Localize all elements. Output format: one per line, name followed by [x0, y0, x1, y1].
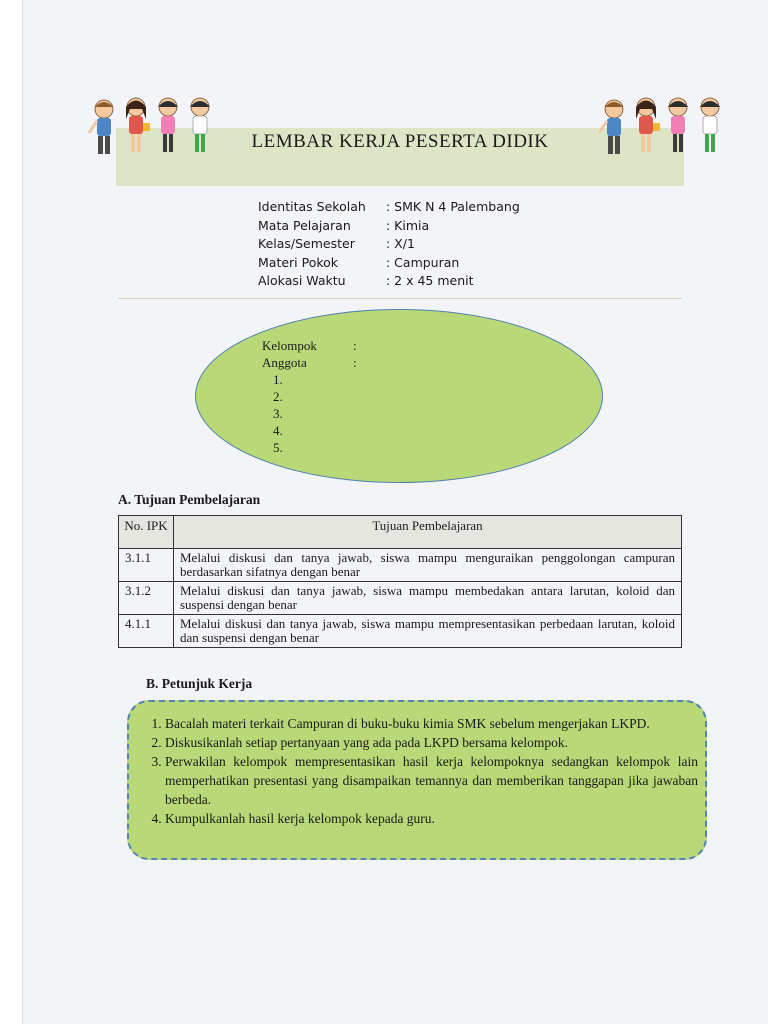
- objectives-table: [118, 515, 682, 648]
- child-figure: [700, 98, 720, 152]
- member-item: [286, 388, 357, 405]
- identity-block: [258, 198, 520, 291]
- divider-line: [118, 298, 682, 299]
- table-header-row: [119, 516, 682, 549]
- worksheet-title: LEMBAR KERJA PESERTA DIDIK: [251, 131, 549, 152]
- member-item: [286, 439, 357, 456]
- objective-text: Melalui diskusi dan tanya jawab, siswa mampu membedakan antara larutan, koloid dan suspensi dengan benar: [174, 582, 682, 615]
- member-list: [262, 371, 357, 456]
- column-header: Tujuan Pembelajaran: [174, 516, 682, 549]
- instructions-list: [143, 714, 698, 828]
- children-illustration-right: [596, 95, 728, 165]
- member-item: [286, 422, 357, 439]
- section-b-title: B. Petunjuk Kerja: [146, 676, 253, 691]
- identity-row: [258, 254, 520, 273]
- instruction-item: 4. Kumpulkanlah hasil kerja kelompok kepada guru.: [165, 809, 698, 828]
- identity-label: Mata Pelajaran: [258, 217, 351, 233]
- identity-row: [258, 272, 520, 291]
- ipk-number: 3.1.1: [119, 549, 174, 582]
- instructions-box: [127, 700, 707, 860]
- instruction-item: 2. Diskusikanlah setiap pertanyaan yang ada pada LKPD bersama kelompok.: [165, 733, 698, 752]
- identity-value: : Campuran: [386, 254, 460, 270]
- anggota-row: [262, 354, 357, 371]
- kelompok-label: Kelompok: [262, 338, 317, 353]
- instruction-item: 3. Perwakilan kelompok mempresentasikan hasil kerja kelompoknya sedangkan kelompok lain memperhatikan presentasi yang disampaikan temannya dan memberikan tanggapan jika jawaban berbeda.: [165, 752, 698, 809]
- identity-label: Materi Pokok: [258, 254, 339, 270]
- ipk-number: 3.1.2: [119, 582, 174, 615]
- section-a-title: A. Tujuan Pembelajaran: [118, 492, 261, 507]
- anggota-colon: :: [353, 355, 357, 370]
- kelompok-colon: :: [353, 338, 357, 353]
- group-info: [262, 337, 357, 456]
- ipk-number: 4.1.1: [119, 615, 174, 648]
- identity-label: Identitas Sekolah: [258, 199, 366, 214]
- identity-value: : X/1: [386, 236, 415, 251]
- table-row: [119, 615, 682, 648]
- member-item: [286, 405, 357, 422]
- anggota-label: Anggota: [262, 355, 307, 370]
- group-oval: [195, 309, 603, 483]
- child-figure: [89, 100, 113, 154]
- page-edge: [0, 0, 23, 1024]
- kelompok-row: [262, 337, 357, 354]
- identity-value: : SMK N 4 Palembang: [386, 199, 520, 214]
- objective-text: Melalui diskusi dan tanya jawab, siswa mampu mempresentasikan perbedaan larutan, koloid dan suspensi dengan benar: [174, 615, 682, 648]
- identity-row: [258, 217, 520, 236]
- identity-row: [258, 235, 520, 254]
- identity-value: : 2 x 45 menit: [386, 273, 474, 288]
- identity-value: : Kimia: [386, 217, 430, 233]
- member-item: [286, 371, 357, 388]
- identity-label: Kelas/Semester: [258, 236, 355, 251]
- children-illustration-left: [86, 95, 218, 165]
- instruction-item: 1. Bacalah materi terkait Campuran di buku-buku kimia SMK sebelum mengerjakan LKPD.: [165, 714, 698, 733]
- identity-row: [258, 198, 520, 217]
- table-row: [119, 582, 682, 615]
- table-row: [119, 549, 682, 582]
- objective-text: Melalui diskusi dan tanya jawab, siswa mampu menguraikan penggolongan campuran berdasarkan sifatnya dengan benar: [174, 549, 682, 582]
- identity-label: Alokasi Waktu: [258, 273, 346, 288]
- column-header: No. IPK: [119, 516, 174, 549]
